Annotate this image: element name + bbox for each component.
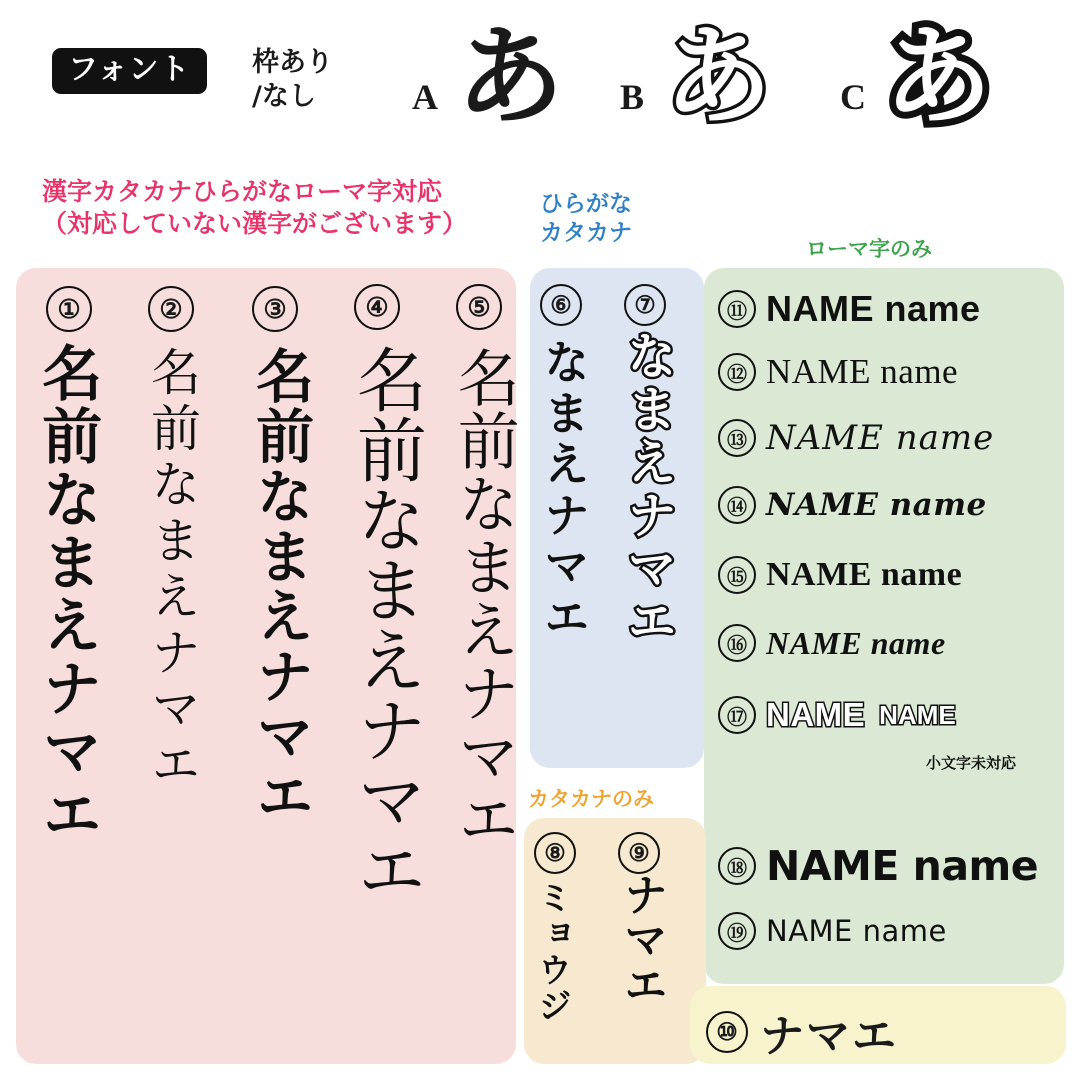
sample-text-8: ミョウジ	[531, 880, 572, 1024]
number-badge-17: ⑰	[718, 696, 756, 734]
roman-row-16	[718, 624, 946, 662]
roman-text-19: NAME name	[766, 914, 947, 948]
roman-row-11	[718, 288, 981, 330]
sample-a-glyph: あ	[456, 15, 565, 140]
number-badge-4: ④	[354, 284, 400, 330]
roman-row-13	[718, 418, 994, 458]
roman-text-11: NAME name	[766, 288, 981, 329]
number-badge-2: ②	[148, 286, 194, 332]
caption-katakana: カタカナのみ	[528, 787, 654, 811]
sample-text-10: ナマエ	[760, 1011, 898, 1062]
roman-row-17	[718, 696, 956, 734]
number-badge-1: ①	[46, 286, 92, 332]
sample-text-1: 名前なまえナマエ	[32, 342, 103, 846]
roman-text-14: NAME name	[766, 487, 987, 523]
header	[0, 15, 1080, 140]
roman-text-18: NAME name	[766, 842, 1039, 890]
roman-text-12: NAME name	[766, 352, 959, 391]
number-badge-18: ⑱	[718, 847, 756, 885]
number-badge-10: ⑩	[706, 1011, 748, 1053]
sample-text-6: なまえナマエ	[536, 338, 591, 644]
number-badge-13: ⑬	[718, 419, 756, 457]
sample-text-4: 名前なまえナマエ	[345, 344, 428, 904]
sample-c-label: C	[840, 77, 866, 117]
roman-row-19	[718, 912, 947, 950]
number-badge-19: ⑲	[718, 912, 756, 950]
sample-b-label: B	[620, 77, 645, 117]
frame-option-label: 枠あり /なし	[252, 47, 333, 112]
number-badge-8: ⑧	[534, 832, 576, 874]
caption-kana: ひらがな カタカナ	[540, 191, 632, 247]
sample-a-label: A	[412, 77, 438, 117]
number-badge-6: ⑥	[540, 284, 582, 326]
number-badge-16: ⑯	[718, 624, 756, 662]
roman-text-16: NAME name	[766, 624, 946, 661]
sample-text-3: 名前なまえナマエ	[246, 346, 315, 826]
number-badge-15: ⑮	[718, 556, 756, 594]
sample-c-glyph: あ	[884, 15, 993, 140]
roman-row-18	[718, 842, 1038, 890]
roman-note-17: 小文字未対応	[926, 754, 1017, 772]
roman-text-17: NAME	[766, 696, 866, 733]
sample-text-7: なまえナマエ	[619, 330, 677, 648]
sample-text-5: 名前なまえナマエ	[447, 346, 521, 850]
caption-kanji: 漢字カタカナひらがなローマ字対応 （対応していない漢字がございます）	[42, 177, 468, 238]
roman-text-13: NAME name	[766, 418, 995, 458]
roman-text-17-alt: NAME	[879, 699, 956, 730]
number-badge-14: ⑭	[718, 486, 756, 524]
number-badge-7: ⑦	[624, 284, 666, 326]
sample-b-glyph: あ	[664, 15, 773, 140]
katakana-wide-row-10	[706, 1000, 898, 1064]
number-badge-11: ⑪	[718, 290, 756, 328]
number-badge-12: ⑫	[718, 353, 756, 391]
roman-row-15	[718, 556, 962, 594]
roman-row-14	[718, 486, 987, 524]
number-badge-9: ⑨	[618, 832, 660, 874]
roman-text-15: NAME name	[766, 556, 963, 593]
number-badge-5: ⑤	[456, 284, 502, 330]
sample-text-9: ナマエ	[615, 872, 667, 1007]
roman-row-12	[718, 352, 958, 392]
font-chip-label: フォント	[52, 48, 207, 94]
sample-text-2: 名前なまえナマエ	[143, 346, 201, 794]
number-badge-3: ③	[252, 286, 298, 332]
caption-roman: ローマ字のみ	[806, 237, 932, 261]
